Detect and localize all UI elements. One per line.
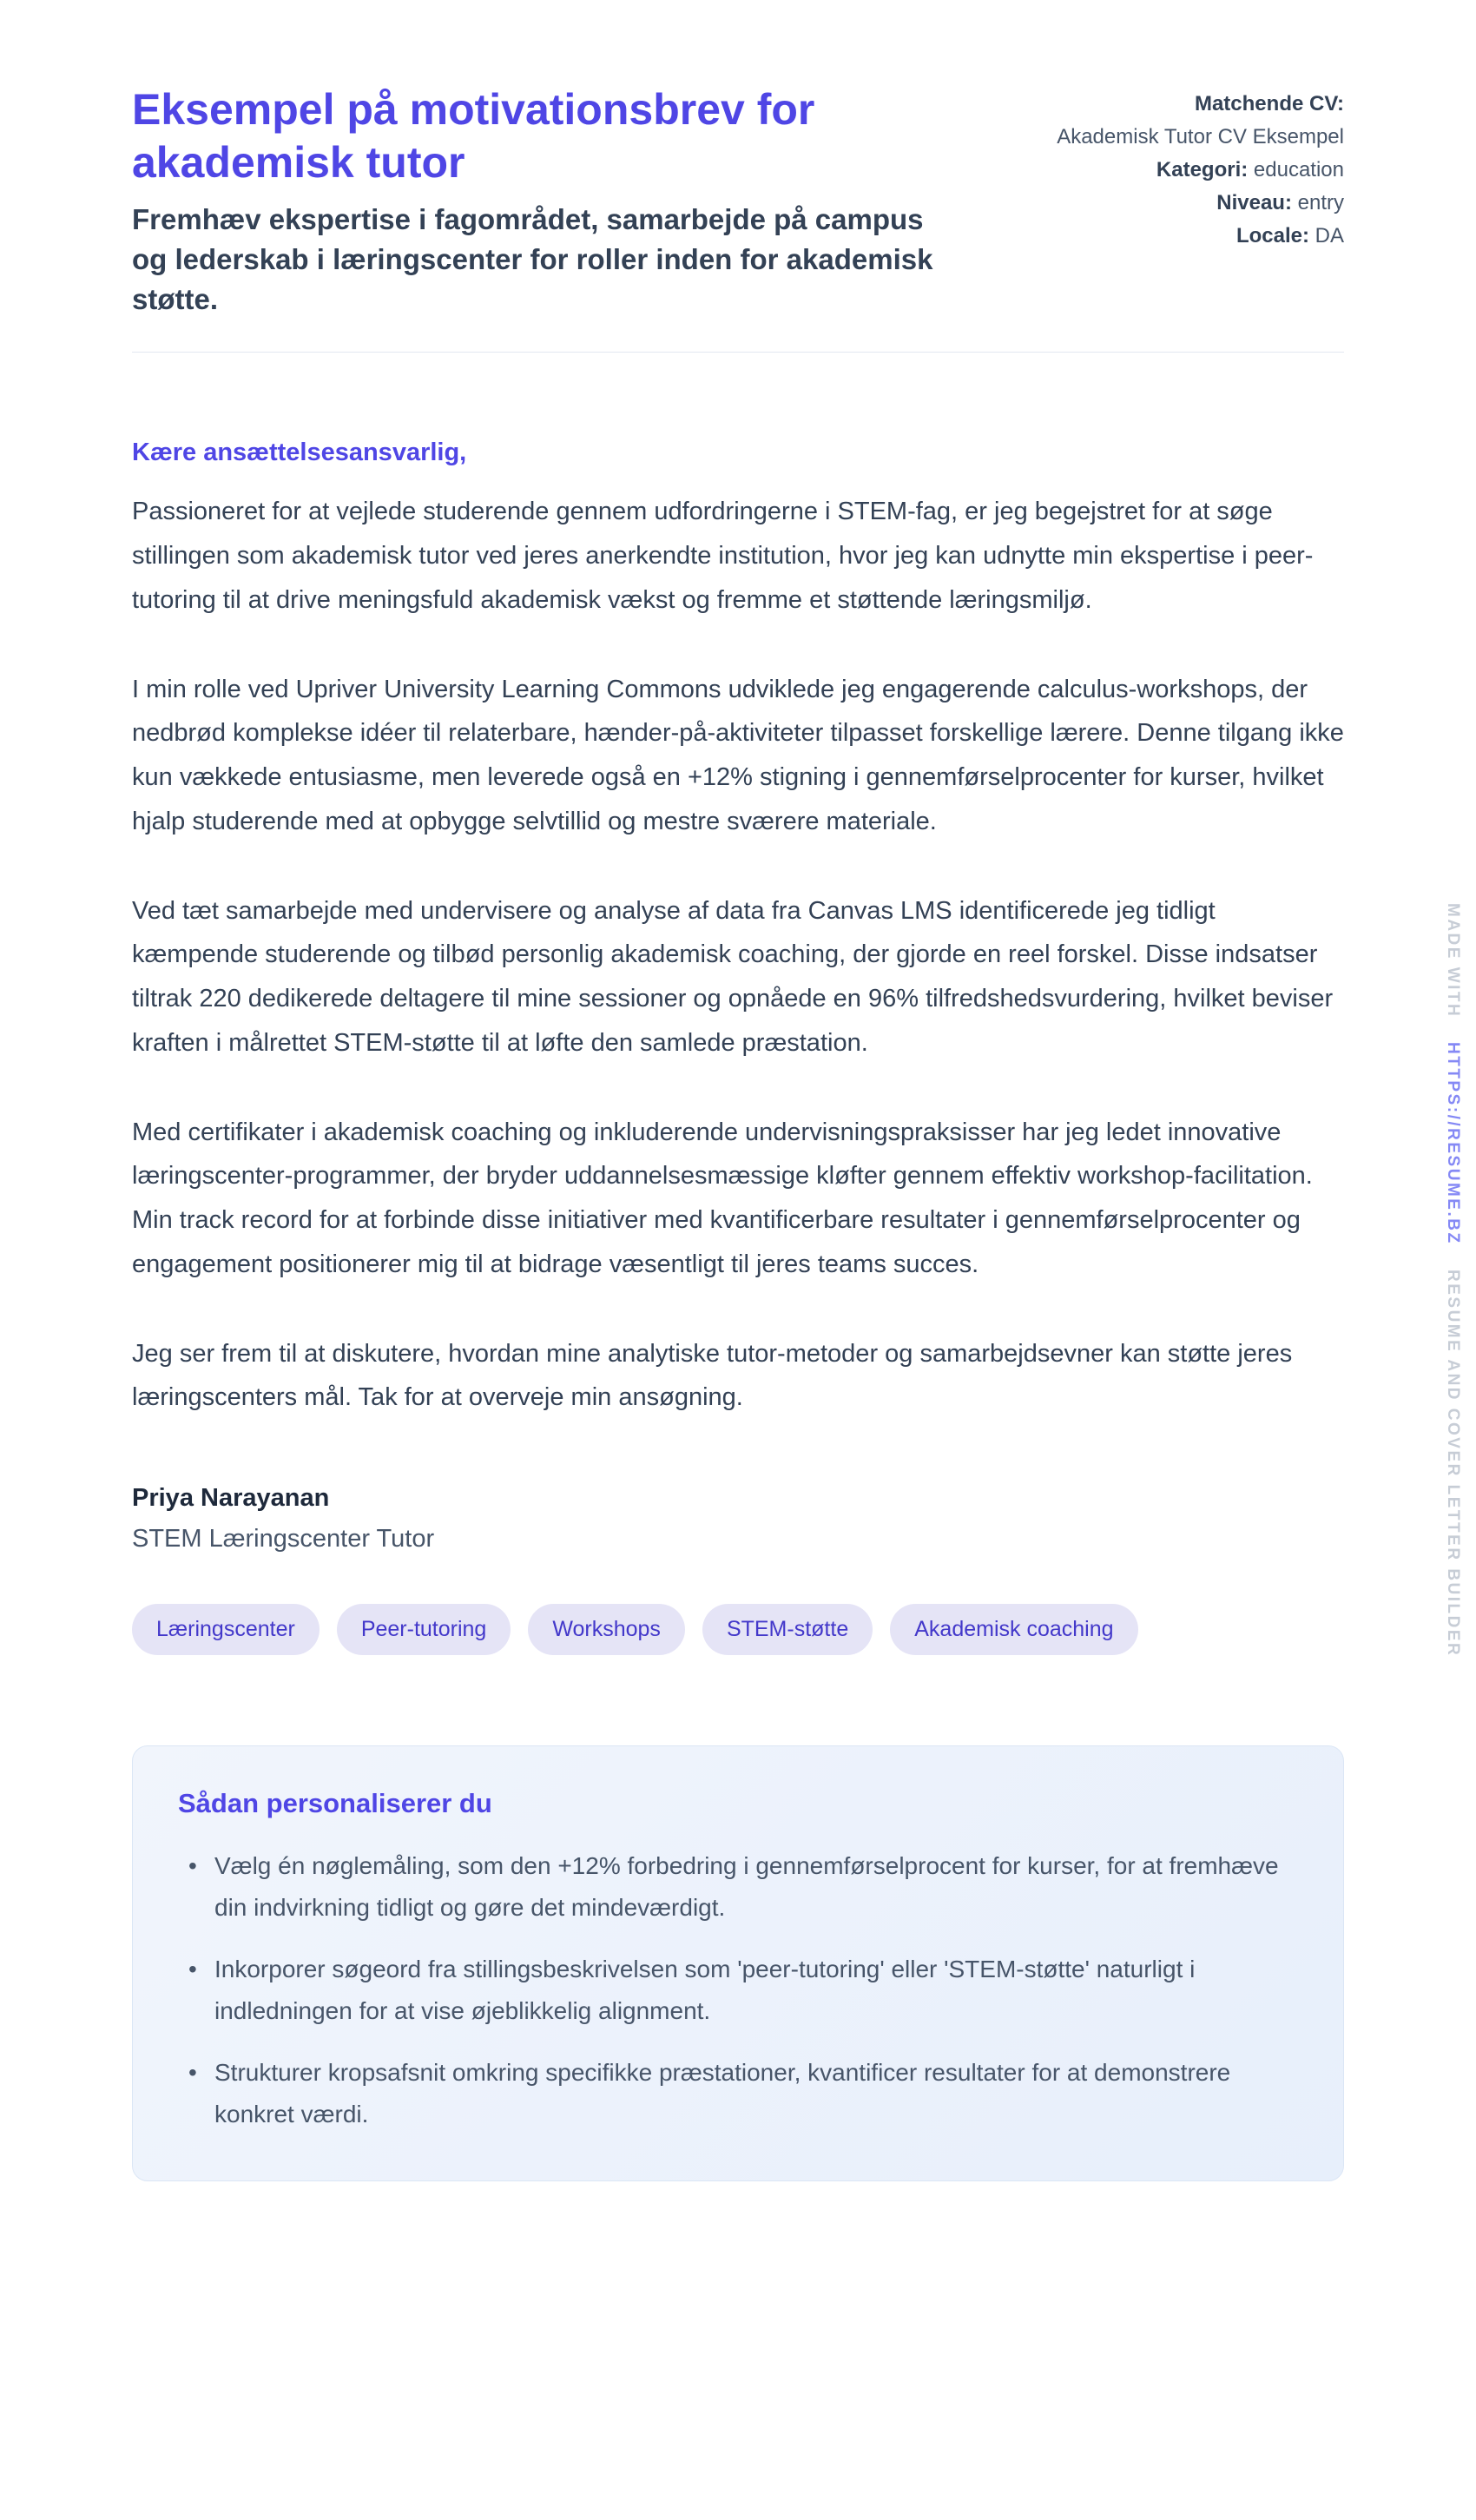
watermark-suffix: RESUME AND COVER LETTER BUILDER [1444, 1269, 1462, 1658]
meta-matching-cv-label: Matchende CV: [1194, 92, 1344, 115]
meta-locale [971, 221, 1344, 252]
signature-name: Priya Narayanan [132, 1484, 330, 1513]
meta-category-label: Kategori: [1156, 158, 1249, 181]
meta-level-value: entry [1297, 191, 1344, 214]
header-divider [132, 352, 1344, 353]
letter-paragraph-3: Ved tæt samarbejde med undervisere og analyse af data fra Canvas LMS identificerede jeg tidligt kæmpende studerende og tilbød personlig akademisk coaching, der gjorde en reel forskel. Disse indsatser tiltrak 220 dedikerede deltagere til mine sessioner og opnåede en 96% tilfredshedsvurdering, hvilket beviser kraften i målrettet STEM-støtte til at løfte den samlede præstation. [132, 896, 1334, 1057]
meta-matching-cv-value: Akademisk Tutor CV Eksempel [1057, 125, 1344, 148]
tag-chip-laeringscenter[interactable]: Læringscenter [132, 1604, 320, 1655]
tag-chip-peer-tutoring[interactable]: Peer-tutoring [337, 1604, 511, 1655]
letter-paragraph-4: Med certifikater i akademisk coaching og inkluderende undervisningspraksisser har jeg ledet innovative læringscenter-programmer, der bryder uddannelsesmæssige kløfter gennem effektiv workshop-facilitation. Min track record for at forbinde disse initiativer med kvantificerbare resultater i gennemførselprocenter og engagement positionerer mig til at bidrage væsentligt til jeres teams succes. [132, 1118, 1313, 1278]
tag-chip-akademisk-coaching[interactable]: Akademisk coaching [890, 1604, 1137, 1655]
tip-item-2: • Inkorporer søgeord fra stillingsbeskrivelsen som 'peer-tutoring' eller 'STEM-støtte' naturligt i indledningen for at vise øjeblikkelig alignment. [178, 1949, 1298, 2031]
watermark-link[interactable]: HTTPS://RESUME.BZ [1444, 1042, 1462, 1245]
page-title: Eksempel på motivationsbrev for akademisk tutor [132, 85, 815, 187]
tips-title: Sådan personaliserer du [178, 1788, 492, 1819]
letter-paragraph-2: I min rolle ved Upriver University Learning Commons udviklede jeg engagerende calculus-workshops, der nedbrød komplekse idéer til relaterbare, hænder-på-aktiviteter tilpasset forskellige lærere. Denne tilgang ikke kun vækkede entusiasme, men leverede også en +12% stigning i gennemførselprocenter for kurser, hvilket hjalp studerende med at opbygge selvtillid og mestre sværere materiale. [132, 675, 1344, 835]
side-watermark [1443, 903, 1462, 1657]
letter-greeting: Kære ansættelsesansvarlig, [132, 438, 467, 466]
tip-item-1: • Vælg én nøglemåling, som den +12% forbedring i gennemførselprocent for kurser, for at fremhæve din indvirkning tidligt og gøre det mindeværdigt. [178, 1845, 1298, 1928]
meta-category-value: education [1253, 158, 1344, 181]
signature-title: STEM Læringscenter Tutor [132, 1525, 435, 1554]
tag-list [132, 1604, 1344, 1655]
meta-locale-label: Locale: [1235, 224, 1309, 247]
tips-panel [132, 1745, 1344, 2181]
page-header [132, 83, 1344, 320]
meta-panel [971, 83, 1344, 320]
meta-level [971, 188, 1344, 219]
tip-item-3: • Strukturer kropsafsnit omkring specifikke præstationer, kvantificer resultater for at demonstrere konkret værdi. [178, 2052, 1298, 2134]
header-title-block [132, 83, 936, 320]
tips-list [178, 1845, 1298, 2135]
letter-paragraph-1: Passioneret for at vejlede studerende gennem udfordringerne i STEM-fag, er jeg begejstret for at søge stillingen som akademisk tutor ved jeres anerkendte institution, hvor jeg kan udnytte min ekspertise i peer-tutoring til at drive meningsfuld akademisk vækst og fremme et støttende læringsmiljø. [132, 498, 1314, 614]
meta-category [971, 155, 1344, 186]
page-subtitle: Fremhæv ekspertise i fagområdet, samarbejde på campus og lederskab i læringscenter for roller inden for akademisk støtte. [132, 203, 933, 316]
meta-level-label: Niveau: [1216, 191, 1292, 214]
meta-locale-value: DA [1315, 224, 1344, 247]
page-content [132, 0, 1344, 2181]
letter-paragraph-5: Jeg ser frem til at diskutere, hvordan mine analytiske tutor-metoder og samarbejdsevner kan støtte jeres læringscenters mål. Tak for at overveje min ansøgning. [132, 1339, 1293, 1412]
watermark-prefix: MADE WITH [1444, 903, 1462, 1019]
tag-chip-workshops[interactable]: Workshops [528, 1604, 685, 1655]
signature-block [132, 1484, 1344, 1554]
tag-chip-stem-stotte[interactable]: STEM-støtte [702, 1604, 873, 1655]
letter-body [132, 431, 1344, 1554]
